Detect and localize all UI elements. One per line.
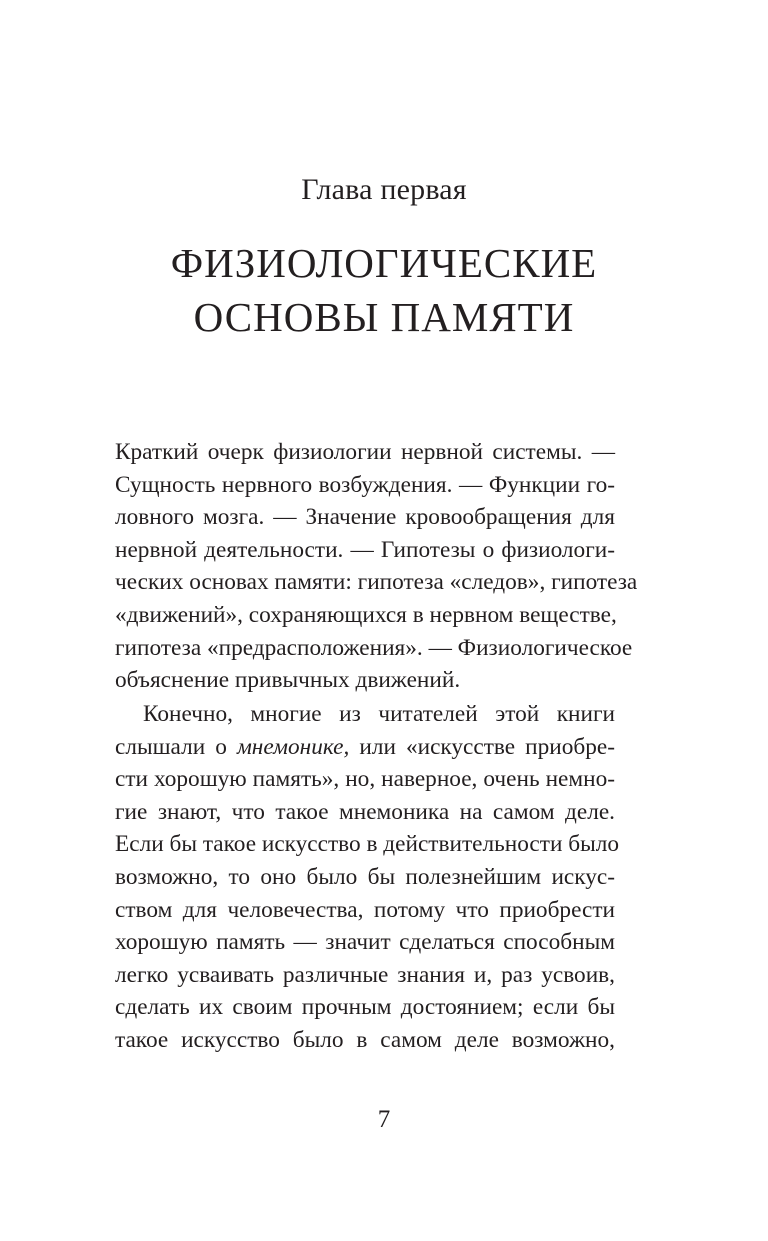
chapter-summary [115,436,638,697]
page-number: 7 [377,1106,391,1133]
body-line [115,731,615,764]
body-line: хорошую память — значит сделаться способным [115,929,615,956]
chapter-title-line: ФИЗИОЛОГИЧЕСКИЕ [170,240,598,286]
body-text-run: или «искусстве приобре- [349,733,615,760]
chapter-title [0,236,768,344]
body-line: возможно, то оно было бы полезнейшим искус- [115,863,615,890]
body-text-run: слышали о [115,733,237,760]
body-line: такое искусство было в самом деле возможно, [115,1026,615,1053]
body-line: сделать их своим прочным достоянием; если бы [115,994,615,1021]
summary-line: «движений», сохраняющихся в нервном веществе, [115,601,617,628]
body-line: Если бы такое искусство в действительности было [115,831,620,858]
summary-line: гипотеза «предрасположения». — Физиологическое [115,634,633,661]
summary-line: Краткий очерк физиологии нервной системы. — [115,439,615,465]
summary-line: ловного мозга. — Значение кровообращения для [115,504,615,531]
body-line: Конечно, многие из читателей этой книги [143,701,615,727]
body-line: гие знают, что такое мнемоника на самом деле. [115,798,615,825]
body-line: легко усваивать различные знания и, раз усвоив, [115,961,615,988]
chapter-label: Глава первая [301,173,467,206]
body-line: сти хорошую память», но, наверное, очень немно- [115,766,615,793]
summary-line: нервной деятельности. — Гипотезы о физиологи- [115,536,615,563]
emphasized-term: мнемонике, [236,733,350,760]
summary-line: объяснение привычных движений. [115,667,461,694]
chapter-title-line: ОСНОВЫ ПАМЯТИ [193,294,575,340]
summary-line: Сущность нервного возбуждения. — Функции го- [115,471,615,498]
body-line: ством для человечества, потому что приобрести [115,896,615,923]
body-paragraph [115,698,620,1057]
summary-line: ческих основах памяти: гипотеза «следов», гипотеза [115,569,638,596]
